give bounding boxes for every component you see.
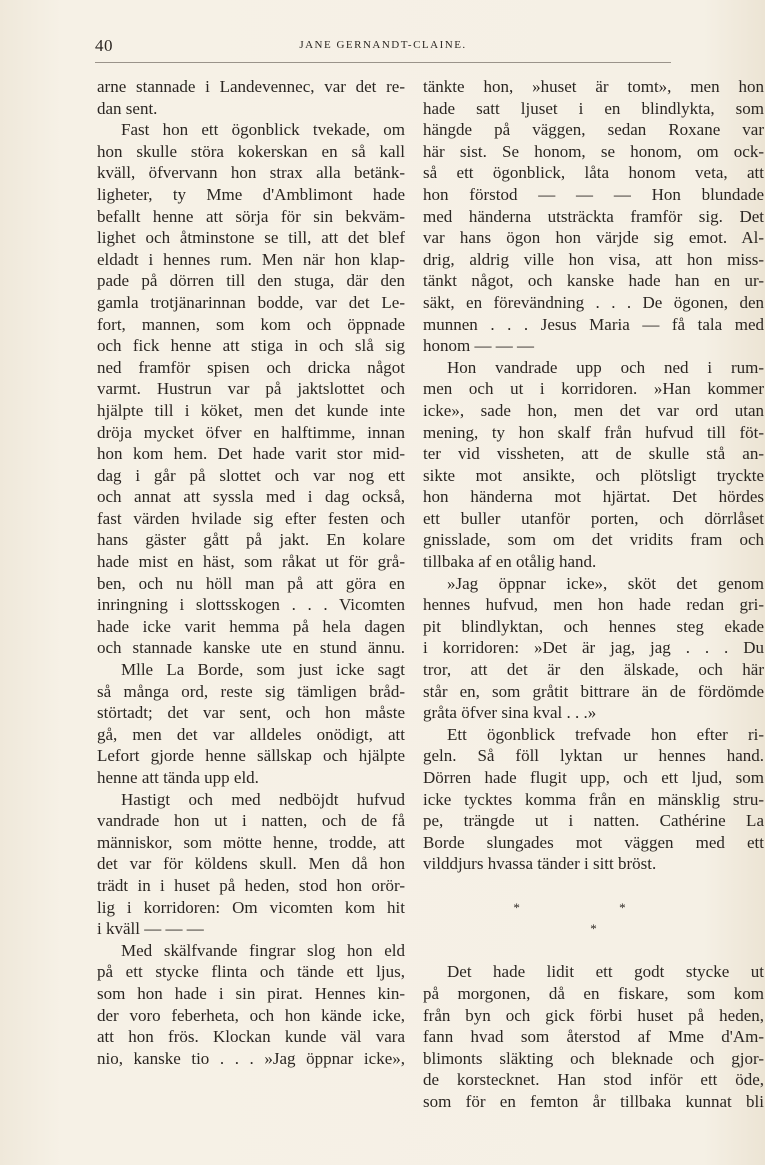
text-line: på ett stycke flinta och tände ett ljus, bbox=[97, 962, 405, 982]
text-line: varmt. Hustrun var på jaktslottet och bbox=[97, 379, 405, 399]
page-header bbox=[95, 36, 671, 62]
text-line: lighet och åtminstone se till, att det blef bbox=[97, 228, 405, 248]
header-rule bbox=[95, 62, 671, 63]
text-line: sikte mot ansikte, och plötsligt tryckte bbox=[423, 465, 764, 485]
text-line: tänkt något, och kanske hade han en ur- bbox=[423, 271, 764, 291]
text-line: mening, ty hon skalf från hufvud till föt- bbox=[423, 422, 764, 442]
text-line: det var för köldens skull. Men då hon bbox=[97, 854, 405, 874]
text-line: pade på dörren till den stuga, där den bbox=[97, 271, 405, 291]
text-line: arne stannade i Landevennec, var det re- bbox=[97, 77, 405, 96]
text-line: befallt henne att sörja för sin bekväm- bbox=[97, 206, 405, 226]
text-line: ter vid vissheten, att de skulle stå an- bbox=[423, 444, 764, 464]
text-line: gamla trotjänarinnan bodde, var det Le- bbox=[97, 292, 405, 312]
text-line: nio, kanske tio . . . »Jag öppnar icke», bbox=[97, 1048, 405, 1068]
text-line: i korridoren: »Det är jag, jag . . . Du bbox=[423, 638, 764, 658]
text-line: i kväll — — — bbox=[97, 919, 204, 939]
text-line: * * bbox=[513, 899, 674, 915]
text-line: dröja mycket öfver en halftimme, innan bbox=[97, 422, 405, 442]
text-line: från byn och gick förbi huset på heden, bbox=[423, 1005, 764, 1025]
text-line: hade icke varit hemma på hela dagen bbox=[97, 616, 405, 636]
text-line: människor, som mötte henne, trodde, att bbox=[97, 832, 405, 852]
text-line: Med skälfvande fingrar slog hon eld bbox=[121, 940, 405, 960]
text-line: honom — — — bbox=[423, 336, 534, 356]
text-line: fast värden hvilade sig efter festen och bbox=[97, 508, 405, 528]
text-line: hon förstod — — — Hon blundade bbox=[423, 184, 764, 204]
text-line: säkt, en förevändning . . . De ögonen, den bbox=[423, 292, 764, 312]
page-number: 40 bbox=[95, 36, 113, 55]
right-text-column bbox=[423, 76, 764, 1113]
text-line: och stannade kanske ute en stund ännu. bbox=[97, 638, 405, 658]
text-line: hon händerna mot hjärtat. Det hördes bbox=[423, 487, 764, 507]
text-line: gå, men det var alldeles onödigt, att bbox=[97, 724, 405, 744]
text-line: gråta öfver sina kval . . .» bbox=[423, 703, 597, 723]
text-line: Hon vandrade upp och ned i rum- bbox=[447, 357, 764, 377]
text-line: hon kom hem. Det hade varit stor mid- bbox=[97, 444, 405, 464]
text-line: trädt in i huset på heden, stod hon orör- bbox=[97, 875, 405, 895]
text-line: »Jag öppnar icke», sköt det genom bbox=[447, 573, 764, 593]
text-line: ligheter, ty Mme d'Amblimont hade bbox=[97, 184, 405, 204]
text-line: står en, som gråtit bittrare än de fördömde bbox=[423, 681, 764, 701]
text-line: lig i korridoren: Om vicomten kom hit bbox=[97, 897, 405, 917]
text-line: så många ord, reste sig tämligen bråd- bbox=[97, 681, 405, 701]
text-line: Lefort gjorde henne sällskap och hjälpte bbox=[97, 746, 405, 766]
text-line: inringning i slottsskogen . . . Vicomten bbox=[97, 595, 405, 615]
text-line: ned framför spisen och dricka något bbox=[97, 357, 405, 377]
text-line: med händerna utsträckta framför sig. Det bbox=[423, 206, 764, 226]
text-line: kväll, öfvervann hon strax alla betänk- bbox=[97, 163, 405, 183]
text-line: tror, att det är den älskade, och här bbox=[423, 660, 764, 680]
text-line: hennes hufvud, men hon hade redan gri- bbox=[423, 595, 764, 615]
text-line: fann hvad som återstod af Mme d'Am- bbox=[423, 1027, 764, 1047]
text-line: hade mist en häst, som råkat ut för grå- bbox=[97, 552, 405, 572]
text-line: på morgonen, då en fiskare, som kom bbox=[423, 983, 764, 1003]
text-line bbox=[423, 875, 764, 897]
text-line: vandrade hon ut i natten, och de få bbox=[97, 811, 405, 831]
text-line: hängde på väggen, sedan Roxane var bbox=[423, 120, 764, 140]
text-line: Borde slungades mot väggen med ett bbox=[423, 832, 764, 852]
text-line: henne att tända upp eld. bbox=[97, 768, 259, 787]
text-line: dag i går på slottet och var nog ett bbox=[97, 465, 405, 485]
text-line: * bbox=[590, 921, 597, 937]
text-line: gnisslade, som om det vridits fram och bbox=[423, 530, 764, 550]
text-line: hon skulle störa kokerskan en så kall bbox=[97, 141, 405, 161]
text-line: störtadt; det var sent, och hon måste bbox=[97, 703, 405, 723]
text-line: att hon frös. Klockan kunde väl vara bbox=[97, 1027, 405, 1047]
text-line: så ett ögonblick, låta honom veta, att bbox=[423, 163, 764, 183]
text-line: eldadt i hennes rum. Men när hon klap- bbox=[97, 249, 405, 269]
text-line: och annat att syssla med i dag också, bbox=[97, 487, 405, 507]
text-line bbox=[423, 940, 764, 962]
text-line: munnen . . . Jesus Maria — få tala med bbox=[423, 314, 764, 334]
left-text-column bbox=[97, 76, 405, 1069]
text-line: de korstecknet. Han stod inför ett öde, bbox=[423, 1070, 764, 1090]
text-line: pe, trängde ut i natten. Cathérine La bbox=[423, 811, 764, 831]
text-line: drig, aldrig ville hon visa, att hon miss- bbox=[423, 249, 764, 269]
text-line: Hastigt och med nedböjdt hufvud bbox=[121, 789, 405, 809]
text-line: icke tycktes komma från en mänsklig stru- bbox=[423, 789, 764, 809]
text-line: hade satt ljuset i en blindlykta, som bbox=[423, 98, 764, 118]
text-line: Dörren hade flugit upp, och ett ljud, som bbox=[423, 768, 764, 787]
text-line: tänkte hon, »huset är tomt», men hon bbox=[423, 77, 764, 96]
text-line: hjälpte till i köket, men det kunde inte bbox=[97, 400, 405, 420]
text-line: här sist. Se honom, se honom, om ock- bbox=[423, 141, 764, 161]
text-line: blimonts släkting och bleknade och gjor- bbox=[423, 1048, 764, 1068]
running-title: JANE GERNANDT-CLAINE. bbox=[299, 39, 467, 51]
text-line: Mlle La Borde, som just icke sagt bbox=[121, 660, 405, 680]
text-line: ben, och nu höll man på att göra en bbox=[97, 573, 405, 593]
text-line: vilddjurs hvassa tänder i sitt bröst. bbox=[423, 854, 657, 874]
text-line: fort, mannen, som kom och öppnade bbox=[97, 314, 405, 334]
text-line: geln. Så föll lyktan ur hennes hand. bbox=[423, 746, 764, 766]
text-line: var hans ögon hon värjde sig emot. Al- bbox=[423, 228, 764, 248]
text-line: Det hade lidit ett godt stycke ut bbox=[447, 962, 764, 982]
text-line: som för en femton år tillbaka kunnat bli bbox=[423, 1091, 764, 1111]
text-line: Ett ögonblick trefvade hon efter ri- bbox=[447, 724, 764, 744]
text-line: och fick henne att stiga in och slå sig bbox=[97, 336, 405, 356]
text-line: ett buller utanför porten, och dörrlåset bbox=[423, 508, 764, 528]
text-line: tillbaka af en otålig hand. bbox=[423, 552, 597, 572]
text-line: men och ut i korridoren. »Han kommer bbox=[423, 379, 764, 399]
text-line: hans gäster gått på jakt. En kolare bbox=[97, 530, 405, 550]
text-line: dan sent. bbox=[97, 98, 158, 118]
text-line: der voro feberheta, och hon kände icke, bbox=[97, 1005, 405, 1025]
text-line: icke», sade hon, men det var ord utan bbox=[423, 400, 764, 420]
text-line: som hon hade i sin pirat. Hennes kin- bbox=[97, 983, 405, 1003]
text-line: Fast hon ett ögonblick tvekade, om bbox=[121, 120, 405, 140]
text-line: pit blindlyktan, och hennes steg ekade bbox=[423, 616, 764, 636]
